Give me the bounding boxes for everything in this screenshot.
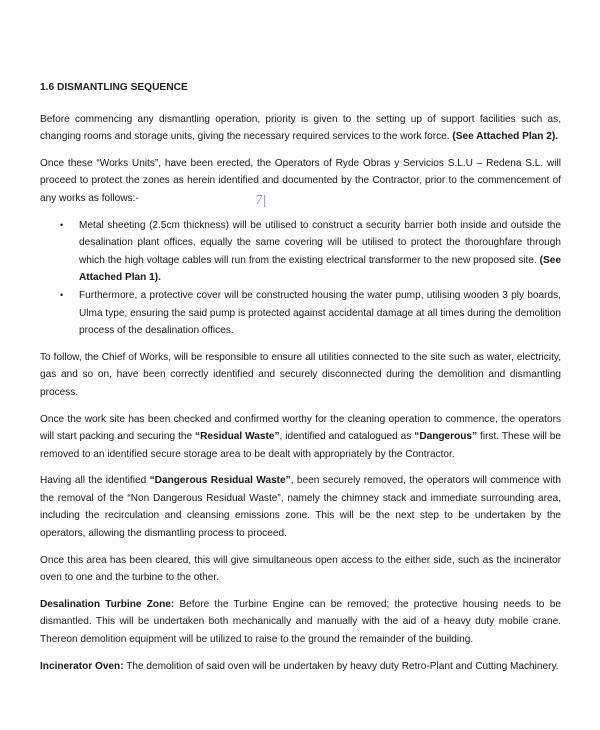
list-item-text: Metal sheeting (2.5cm thickness) will be utilised to construct a security barrier both inside and outside the desalination plant offices, equally the same covering will be utilised to protect the thoroughfare through which the high voltage cables will run from the existing electrical transformer to the new proposed site. — [79, 219, 561, 266]
list-item-text: Furthermore, a protective cover will be constructed housing the water pump, utilising wooden 3 ply boards, Ulma type, ensuring the said pump is protected against accidental damage at all times during the demolition process of the desalination offices. — [79, 289, 561, 337]
paragraph-text: Before commencing any dismantling operation, priority is given to the setting up of support facilities such as, changing rooms and storage units, giving the necessary required services to the work force. — [40, 113, 561, 143]
protection-measures-list — [40, 217, 561, 340]
paragraph-text: Before the Turbine Engine can be removed; the protective housing needs to be dismantled. This will be undertaken both mechanically and manually with the aid of a heavy duty mobile crane. Thereon demolition equipment will be utilized to raise to the ground the remainder of the building. — [40, 598, 561, 646]
paragraph-area-cleared — [40, 552, 561, 587]
bullet-icon: • — [60, 289, 64, 300]
paragraph-text: first. These will be removed to an identified secure storage area to be dealt with appropriately by the Contractor. — [40, 431, 561, 460]
bold-heading: Desalination Turbine Zone: — [40, 598, 175, 610]
document-content — [40, 79, 561, 684]
paragraph-text: Once these “Works Units”, have been erected, the Operators of Ryde Obras y Servicios S.L.U – Redena S.L. will proceed to protect the zones as herein identified and documented by the Contractor, prior to the commencement of any works as follows:- — [40, 157, 561, 204]
paragraph-text: , been securely removed, the operators will commence with the removal of the “Non Dangerous Residual Waste”, namely the chimney stack and immediate surrounding area, including the recirculation and cleansing emissions zone. This will be the next step to be undertaken by the operators, allowing the dismantling process to proceed. — [40, 475, 561, 540]
paragraph-utilities — [40, 349, 561, 402]
paragraph-residual-waste — [40, 411, 561, 464]
paragraph-text: , identified and catalogued as — [279, 431, 415, 443]
list-item — [60, 217, 561, 287]
paragraph-text: Once the work site has been checked and confirmed worthy for the cleaning operation to commence, the operators will start packing and securing the — [40, 413, 561, 443]
bullet-icon: • — [60, 219, 64, 230]
bold-term: “Dangerous” — [414, 431, 478, 443]
paragraph-turbine-zone — [40, 596, 561, 649]
paragraph-text: The demolition of said oven will be undertaken by heavy duty Retro-Plant and Cutting Machinery. — [123, 660, 559, 672]
paragraph-support-facilities — [40, 111, 561, 146]
paragraph-text: Having all the identified — [40, 475, 150, 487]
bold-term: “Dangerous Residual Waste” — [149, 475, 291, 487]
handwritten-scribble: 7| — [255, 193, 267, 207]
list-item — [60, 287, 561, 340]
paragraph-text: To follow, the Chief of Works, will be responsible to ensure all utilities connected to the site such as water, electricity, gas and so on, have been correctly identified and securely disconnected during the demolition and dismantling process. — [40, 351, 561, 398]
plan-reference: (See Attached Plan 1). — [79, 254, 561, 284]
paragraph-dangerous-waste — [40, 472, 561, 542]
section-title: 1.6 DISMANTLING SEQUENCE — [40, 82, 188, 93]
bold-term: “Residual Waste” — [195, 431, 280, 443]
paragraph-works-units — [40, 155, 561, 208]
plan-reference: (See Attached Plan 2). — [452, 131, 559, 143]
paragraph-text: Once this area has been cleared, this will give simultaneous open access to the either side, such as the incinerator oven to one and the turbine to the other. — [40, 554, 561, 584]
bold-heading: Incinerator Oven: — [40, 660, 124, 672]
paragraph-incinerator-oven — [40, 658, 561, 676]
